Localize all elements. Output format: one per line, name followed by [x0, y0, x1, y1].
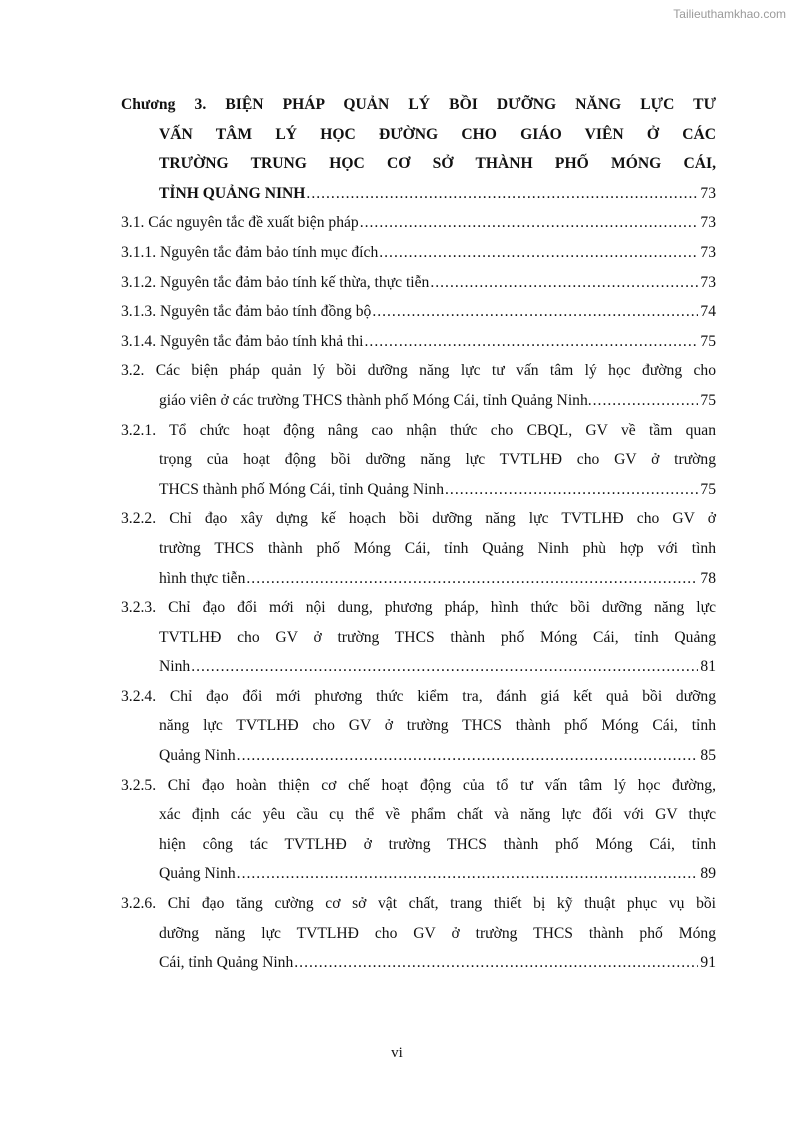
- toc-entry-last-line: [121, 652, 716, 682]
- toc-entry-text: xác định các yêu cầu cụ thể về phẩm chất và năng lực đối với GV thực: [159, 806, 716, 824]
- toc-entry-text: 3.2.5. Chỉ đạo hoàn thiện cơ chế hoạt động của tổ tư vấn tâm lý học đường,: [121, 776, 716, 794]
- toc-entry-text: hình thực tiễn: [159, 569, 246, 587]
- page-ref: 73: [700, 273, 716, 291]
- toc-entry-last-line: [121, 327, 716, 357]
- page-ref: 75: [700, 332, 716, 350]
- dot-leader: [365, 327, 699, 357]
- dot-leader: [191, 652, 698, 682]
- toc-entry-last-line: [121, 475, 716, 505]
- toc-entry-3-1-4[interactable]: [121, 327, 716, 357]
- page-ref: 89: [700, 865, 716, 883]
- dot-leader: [445, 475, 698, 505]
- toc-entry-text: 3.1.3. Nguyên tắc đảm bảo tính đồng bộ: [121, 303, 372, 321]
- toc-entry-text: TỈNH QUẢNG NINH: [159, 184, 306, 202]
- watermark: Tailieuthamkhao.com: [673, 7, 786, 21]
- dot-leader: [237, 859, 699, 889]
- toc-entry-text: Quảng Ninh: [159, 747, 236, 765]
- page-ref: 85: [700, 747, 716, 765]
- toc-entry-3-1-1[interactable]: [121, 238, 716, 268]
- toc-entry-text: 3.2.2. Chỉ đạo xây dựng kế hoạch bồi dưỡng năng lực TVTLHĐ cho GV ở: [121, 510, 716, 528]
- toc-entry-text: 3.1.4. Nguyên tắc đảm bảo tính khả thi: [121, 332, 364, 350]
- toc-entry-text: 3.1.2. Nguyên tắc đảm bảo tính kế thừa, thực tiễn: [121, 273, 430, 291]
- toc-entry-3-2[interactable]: [121, 356, 716, 415]
- toc-entry-text: hiện công tác TVTLHĐ ở trường THCS thành phố Móng Cái, tỉnh: [159, 835, 716, 853]
- page-ref: 75: [700, 391, 716, 409]
- toc-entry-text: Ninh: [159, 658, 191, 676]
- page-ref: 73: [700, 243, 716, 261]
- toc-entry-text: 3.2. Các biện pháp quản lý bồi dưỡng năng lực tư vấn tâm lý học đường cho: [121, 362, 716, 380]
- page-ref: 73: [700, 214, 716, 232]
- toc-entry-text: trọng của hoạt động bồi dưỡng năng lực TVTLHĐ cho GV ở trường: [159, 451, 716, 469]
- dot-leader: [246, 564, 698, 594]
- page-ref: 74: [700, 303, 716, 321]
- toc-entry-text: Chương 3. BIỆN PHÁP QUẢN LÝ BỒI DƯỠNG NĂNG LỰC TƯ: [121, 96, 716, 113]
- dot-leader: [379, 238, 698, 268]
- toc-entry-text: 3.1. Các nguyên tắc đề xuất biện pháp: [121, 214, 359, 232]
- toc-entry-last-line: [121, 208, 716, 238]
- page-ref: 73: [700, 184, 716, 202]
- toc-entry-text: Cái, tỉnh Quảng Ninh: [159, 954, 294, 972]
- toc-entry-3-1[interactable]: [121, 208, 716, 238]
- toc-entry-last-line: [121, 564, 716, 594]
- page-ref: 81: [700, 658, 716, 676]
- table-of-contents: [121, 90, 716, 978]
- toc-entry-3-2-1[interactable]: [121, 416, 716, 505]
- toc-entry-text: Quảng Ninh: [159, 865, 236, 883]
- toc-entry-last-line: [121, 238, 716, 268]
- dot-leader: [430, 268, 698, 298]
- page-ref: 75: [700, 480, 716, 498]
- toc-entry-text: VẤN TÂM LÝ HỌC ĐƯỜNG CHO GIÁO VIÊN Ở CÁC: [159, 125, 716, 143]
- toc-entry-text: 3.1.1. Nguyên tắc đảm bảo tính mục đích: [121, 243, 379, 261]
- toc-entry-text: trường THCS thành phố Móng Cái, tỉnh Quảng Ninh phù hợp với tình: [159, 539, 716, 557]
- page-ref: 91: [700, 954, 716, 972]
- toc-entry-last-line: [121, 948, 716, 978]
- toc-entry-text: giáo viên ở các trường THCS thành phố Móng Cái, tỉnh Quảng Ninh.: [159, 391, 592, 409]
- toc-entry-3-2-2[interactable]: [121, 504, 716, 593]
- toc-entry-3-2-3[interactable]: [121, 593, 716, 682]
- toc-entry-last-line: [121, 297, 716, 327]
- toc-entry-3-1-2[interactable]: [121, 268, 716, 298]
- toc-entry-text: dưỡng năng lực TVTLHĐ cho GV ở trường THCS thành phố Móng: [159, 924, 716, 942]
- toc-entry-last-line: [121, 179, 716, 209]
- page-number: vi: [391, 1045, 403, 1061]
- toc-entry-text: 3.2.3. Chỉ đạo đổi mới nội dung, phương pháp, hình thức bồi dưỡng năng lực: [121, 599, 716, 617]
- page-ref: 78: [700, 569, 716, 587]
- toc-entry-text: THCS thành phố Móng Cái, tỉnh Quảng Ninh: [159, 480, 445, 498]
- toc-entry-3-2-4[interactable]: [121, 682, 716, 771]
- toc-entry-text: TRƯỜNG TRUNG HỌC CƠ SỞ THÀNH PHỐ MÓNG CÁI,: [159, 155, 716, 173]
- toc-entry-text: 3.2.1. Tổ chức hoạt động nâng cao nhận thức cho CBQL, GV về tầm quan: [121, 421, 716, 439]
- toc-entry-last-line: [121, 741, 716, 771]
- dot-leader: [306, 179, 698, 209]
- toc-entry-last-line: [121, 268, 716, 298]
- toc-entry-3-2-6[interactable]: [121, 889, 716, 978]
- toc-entry-last-line: [121, 859, 716, 889]
- toc-entry-chapter-3[interactable]: [121, 90, 716, 208]
- toc-entry-last-line: [121, 386, 716, 416]
- dot-leader: [294, 948, 698, 978]
- toc-entry-3-1-3[interactable]: [121, 297, 716, 327]
- toc-entry-text: TVTLHĐ cho GV ở trường THCS thành phố Móng Cái, tỉnh Quảng: [159, 628, 716, 646]
- dot-leader: [372, 297, 698, 327]
- toc-entry-text: năng lực TVTLHĐ cho GV ở trường THCS thành phố Móng Cái, tỉnh: [159, 717, 716, 735]
- toc-entry-text: 3.2.6. Chỉ đạo tăng cường cơ sở vật chất, trang thiết bị kỹ thuật phục vụ bồi: [121, 895, 716, 913]
- dot-leader: [360, 208, 699, 238]
- dot-leader: [237, 741, 699, 771]
- toc-entry-3-2-5[interactable]: [121, 771, 716, 889]
- toc-entry-text: 3.2.4. Chỉ đạo đổi mới phương thức kiểm tra, đánh giá kết quả bồi dưỡng: [121, 687, 716, 705]
- dot-leader: [593, 386, 699, 416]
